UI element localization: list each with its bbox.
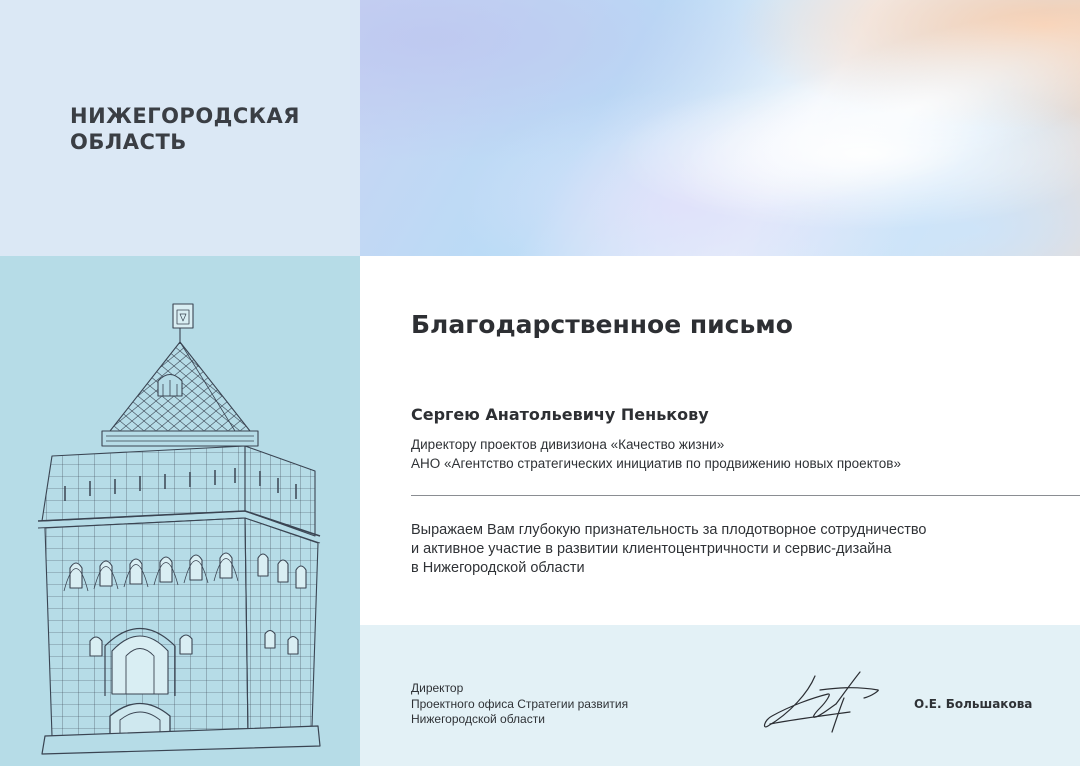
illustration-panel: [0, 256, 360, 766]
kremlin-tower-illustration: [30, 296, 330, 766]
recipient-name: Сергею Анатольевичу Пенькову: [411, 405, 709, 424]
recipient-organization: АНО «Агентство стратегических инициатив по продвижению новых проектов»: [411, 456, 901, 471]
letter-title: Благодарственное письмо: [411, 310, 793, 339]
letter-body-line: Выражаем Вам глубокую признательность за плодотворное сотрудничество: [411, 522, 927, 538]
region-title-line1: НИЖЕГОРОДСКАЯ: [70, 104, 300, 128]
header-left-panel: [0, 0, 360, 256]
region-title: [70, 103, 300, 155]
signer-role-line: Нижегородской области: [411, 712, 545, 726]
signer-name: О.Е. Большакова: [914, 697, 1033, 711]
letter-body-line: и активное участие в развитии клиентоцентричности и сервис-дизайна: [411, 541, 892, 557]
signer-role-line: Проектного офиса Стратегии развития: [411, 696, 629, 711]
divider: [411, 495, 1080, 496]
decorative-gradient-banner: [360, 0, 1080, 256]
signer-role: [411, 681, 628, 728]
recipient-position: Директору проектов дивизиона «Качество жизни»: [411, 437, 725, 452]
handwritten-signature: [760, 668, 890, 736]
letter-body-line: в Нижегородской области: [411, 560, 585, 576]
signer-role-line: Директор: [411, 681, 464, 695]
letter-body: [411, 521, 1051, 578]
region-title-line2: ОБЛАСТЬ: [70, 130, 187, 154]
